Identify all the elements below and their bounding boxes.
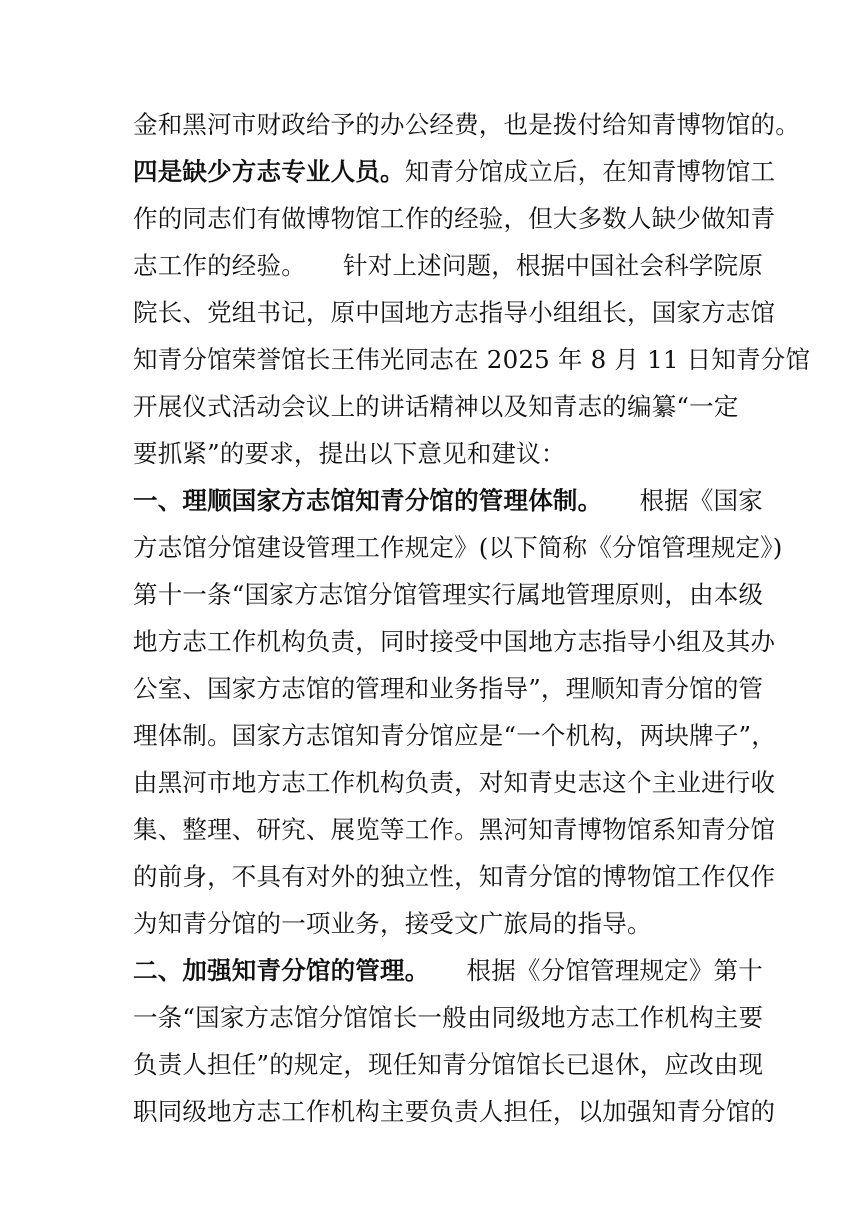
text-line-14	[133, 716, 776, 756]
text-line-11	[133, 575, 763, 615]
text-line-6	[133, 340, 810, 380]
line-text: 公室、国家方志馆的管理和业务指导”，理顺知青分馆的管	[133, 674, 764, 703]
line-text: 知青分馆成立后，在知青博物馆工	[404, 157, 776, 186]
text-line-15	[133, 763, 775, 803]
text-line-19	[133, 951, 763, 991]
text-line-10	[133, 528, 782, 568]
line-text: 院长、党组书记，原中国地方志指导小组组长，国家方志馆	[133, 298, 776, 327]
text-line-2	[133, 152, 775, 192]
line-text: 方志馆分馆建设管理工作规定》(以下简称《分馆管理规定》)	[133, 533, 783, 562]
text-line-7	[133, 387, 739, 427]
bold-heading: 二、加强知青分馆的管理。	[133, 956, 418, 985]
bold-heading: 四是缺少方志专业人员。	[133, 157, 405, 186]
text-line-4	[133, 246, 763, 286]
line-text: 开展仪式活动会议上的讲话精神以及知青志的编纂“一定	[133, 392, 739, 421]
text-line-21	[133, 1045, 763, 1085]
line-text: 要抓紧”的要求，提出以下意见和建议：	[133, 439, 566, 468]
line-text: 作的同志们有做博物馆工作的经验，但大多数人缺少做知青	[133, 204, 776, 233]
line-text: 地方志工作机构负责，同时接受中国地方志指导小组及其办	[133, 627, 776, 656]
line-text: 知青分馆荣誉馆长王伟光同志在 2025 年 8 月 11 日知青分馆	[133, 345, 811, 374]
bold-heading: 一、理顺国家方志馆知青分馆的管理体制。	[133, 486, 591, 515]
text-line-8	[133, 434, 566, 474]
line-text: 负责人担任”的规定，现任知青分馆馆长已退休，应改由现	[133, 1050, 764, 1079]
text-line-12	[133, 622, 775, 662]
text-line-9	[133, 481, 763, 521]
line-text: 理体制。国家方志馆知青分馆应是“一个机构，两块牌子”，	[133, 721, 776, 750]
text-line-22	[133, 1092, 775, 1132]
text-line-16	[133, 810, 775, 850]
text-line-20	[133, 998, 763, 1038]
text-line-18	[133, 904, 652, 944]
text-line-13	[133, 669, 763, 709]
line-text: 金和黑河市财政给予的办公经费，也是拨付给知青博物馆的。	[133, 110, 800, 139]
line-text: 的前身，不具有对外的独立性，知青分馆的博物馆工作仅作	[133, 862, 776, 891]
text-line-5	[133, 293, 775, 333]
line-text: 第十一条“国家方志馆分馆管理实行属地管理原则，由本级	[133, 580, 764, 609]
line-text: 根据《分馆管理规定》第十	[417, 956, 763, 985]
line-text: 一条“国家方志馆分馆馆长一般由同级地方志工作机构主要	[133, 1003, 764, 1032]
line-text: 根据《国家	[590, 486, 763, 515]
line-text: 由黑河市地方志工作机构负责，对知青史志这个主业进行收	[133, 768, 776, 797]
line-text: 志工作的经验。 针对上述问题，根据中国社会科学院原	[133, 251, 763, 280]
line-text: 职同级地方志工作机构主要负责人担任，以加强知青分馆的	[133, 1097, 776, 1126]
line-text: 集、整理、研究、展览等工作。黑河知青博物馆系知青分馆	[133, 815, 776, 844]
line-text: 为知青分馆的一项业务，接受文广旅局的指导。	[133, 909, 652, 938]
text-line-17	[133, 857, 775, 897]
text-line-3	[133, 199, 775, 239]
text-line-1	[133, 105, 800, 145]
